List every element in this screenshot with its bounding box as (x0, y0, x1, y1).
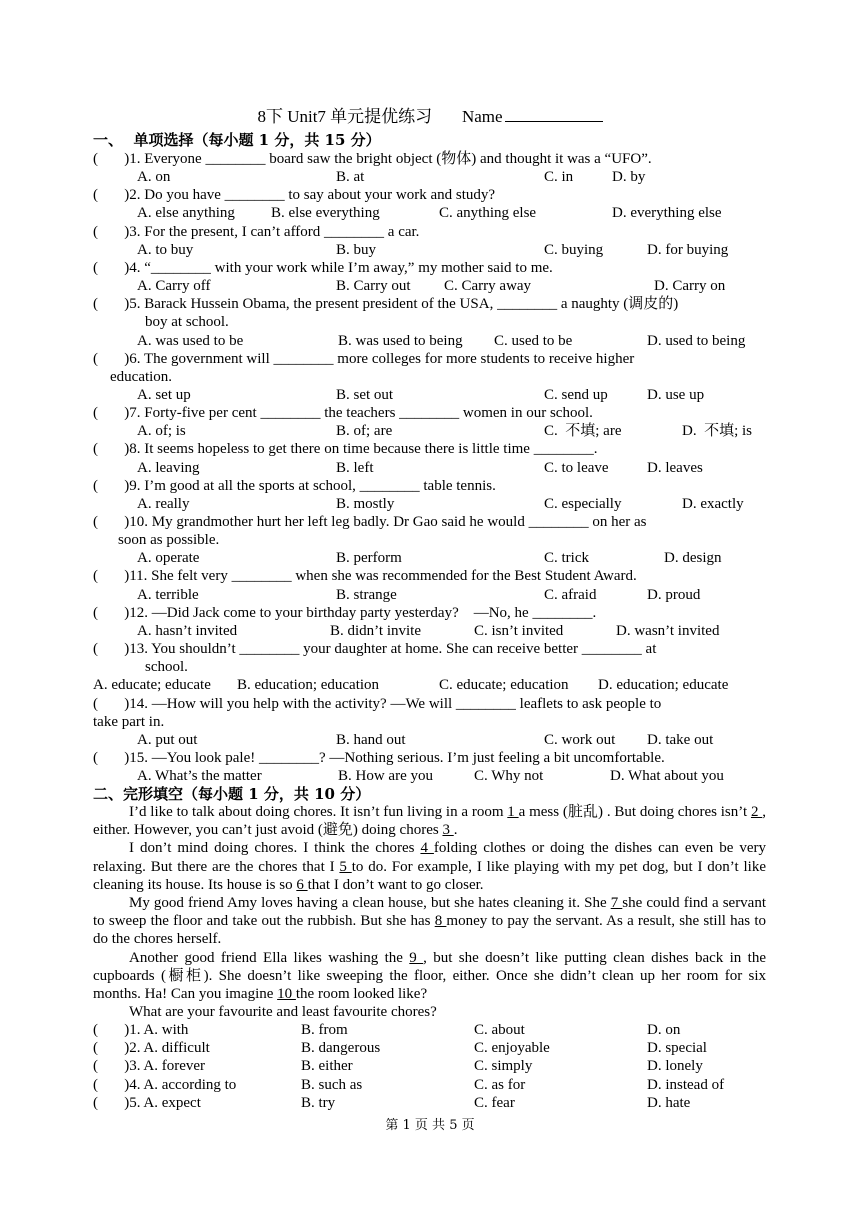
question-15-option-a: A. What’s the matter (137, 768, 262, 785)
question-10-option-b: B. perform (336, 550, 402, 567)
question-14-option-b: B. hand out (336, 731, 406, 748)
question-15-stem: ( )15. —You look pale! ________? —Nothing serious. I’m just feeling a bit uncomfortable. (93, 749, 665, 766)
question-7-option-d: D. 不填; is (682, 423, 753, 440)
cloze-item-3-d: D. lonely (647, 1058, 703, 1075)
cloze-item-4-d: D. instead of (647, 1076, 725, 1093)
question-11-option-d: D. proud (647, 586, 701, 603)
question-6-stem-cont: education. (110, 368, 173, 385)
cloze-item-1-d: D. on (647, 1022, 681, 1038)
cloze-blank: 2 (750, 804, 763, 820)
question-2-option-a: A. else anything (137, 205, 235, 222)
question-14-option-a: A. put out (137, 731, 198, 748)
question-4-option-a: A. Carry off (137, 278, 211, 295)
question-5-stem-cont: boy at school. (145, 314, 229, 331)
question-12-option-d: D. wasn’t invited (616, 622, 720, 639)
cloze-text: , either. However, you can’t just avoid (避免) doing chores (93, 804, 767, 839)
question-3-option-a: A. to buy (137, 241, 194, 258)
cloze-item-4-n: ( )4. A. according to (93, 1076, 237, 1093)
question-13-stem-cont: school. (145, 659, 188, 676)
cloze-paragraph-1 (93, 803, 766, 839)
cloze-item-3-c: C. simply (474, 1058, 533, 1075)
question-5-stem: ( )5. Barack Hussein Obama, the present president of the USA, ________ a naughty (调皮的) (93, 296, 679, 313)
question-7-option-b: B. of; are (336, 423, 393, 440)
question-6-stem: ( )6. The government will ________ more colleges for more students to receive higher (93, 350, 635, 367)
page-footer: 第 1 页 共 5 页 (385, 1118, 475, 1133)
cloze-text: Another good friend Ella likes washing the (129, 949, 410, 966)
question-14-option-c: C. work out (544, 731, 616, 748)
question-15-option-b: B. How are you (338, 768, 433, 785)
question-8-stem: ( )8. It seems hopeless to get there on time because there is little time ________. (93, 441, 598, 458)
question-11-stem: ( )11. She felt very ________ when she was recommended for the Best Student Award. (93, 568, 637, 585)
cloze-paragraph-5: What are your favourite and least favourite chores? (129, 1004, 437, 1021)
cloze-item-5-d: D. hate (647, 1094, 691, 1111)
question-12-option-b: B. didn’t invite (330, 622, 421, 639)
cloze-text: folding clothes or doing the dishes can even be very relaxing. But there are the chores that I (93, 840, 767, 875)
question-4-option-c: C. Carry away (444, 278, 532, 295)
question-1-option-d: D. by (612, 169, 646, 186)
cloze-item-4-b: B. such as (301, 1076, 363, 1093)
cloze-item-1-n: ( )1. A. with (93, 1022, 189, 1038)
question-15-option-c: C. Why not (474, 768, 544, 785)
question-10-option-d: D. design (664, 550, 722, 567)
question-12-stem: ( )12. —Did Jack come to your birthday party yesterday? —No, he ________. (93, 604, 597, 621)
question-13-stem: ( )13. You shouldn’t ________ your daughter at home. She can receive better ________ at (93, 641, 657, 658)
cloze-paragraph-2 (93, 839, 766, 894)
question-8-option-d: D. leaves (647, 459, 703, 476)
question-6-option-b: B. set out (336, 386, 394, 403)
question-2-option-d: D. everything else (612, 205, 722, 222)
question-2-option-c: C. anything else (439, 205, 537, 222)
question-5-option-b: B. was used to being (338, 332, 463, 349)
cloze-item-2-c: C. enjoyable (474, 1040, 550, 1057)
question-4-stem: ( )4. “________ with your work while I’m away,” my mother said to me. (93, 259, 553, 276)
question-9-option-b: B. mostly (336, 495, 395, 512)
question-11-option-c: C. afraid (544, 586, 597, 603)
cloze-item-2-n: ( )2. A. difficult (93, 1040, 210, 1057)
question-3-option-d: D. for buying (647, 241, 729, 258)
question-7-option-a: A. of; is (137, 423, 186, 440)
question-13-option-c: C. educate; education (439, 677, 569, 694)
question-5-option-d: D. used to being (647, 332, 746, 349)
cloze-item-1-c: C. about (474, 1022, 525, 1038)
question-5-option-a: A. was used to be (137, 332, 244, 349)
cloze-text: to do. For example, I like playing with my pet dog, but I don’t like cleaning its house. Its house is so (93, 858, 766, 893)
cloze-item-5-n: ( )5. A. expect (93, 1094, 201, 1111)
question-13-option-b: B. education; education (237, 677, 380, 694)
question-7-option-c: C. 不填; are (544, 423, 622, 440)
question-4-option-d: D. Carry on (654, 278, 726, 295)
question-2-stem: ( )2. Do you have ________ to say about your work and study? (93, 187, 496, 204)
question-6-option-c: C. send up (544, 386, 608, 403)
question-6-option-d: D. use up (647, 386, 705, 403)
cloze-blank: 9 (409, 949, 424, 966)
question-9-option-d: D. exactly (682, 495, 744, 512)
cloze-text: the room looked like? (295, 986, 428, 1003)
cloze-text: she could find a servant to sweep the floor and take out the rubbish. But she has (93, 895, 767, 930)
section-1-heading: 一、 单项选择（每小题 1 分，共 15 分） (93, 131, 381, 149)
name-label: Name (461, 107, 503, 126)
cloze-blank: 10 (277, 986, 296, 1003)
cloze-text: My good friend Amy loves having a clean house, but she hates cleaning it. She (129, 895, 611, 912)
question-9-stem: ( )9. I’m good at all the sports at school, ________ table tennis. (93, 477, 496, 494)
question-11-option-b: B. strange (336, 586, 397, 603)
cloze-item-4-c: C. as for (474, 1076, 526, 1093)
title-text: 8下 Unit7 单元提优练习 (257, 107, 433, 126)
cloze-passage (93, 803, 766, 1021)
page-title (0, 102, 860, 127)
question-6-option-a: A. set up (137, 386, 191, 403)
cloze-paragraph-3 (93, 894, 766, 949)
question-11-option-a: A. terrible (137, 586, 199, 603)
cloze-item-1-b: B. from (301, 1022, 348, 1038)
cloze-text: that I don’t want to go closer. (307, 876, 484, 893)
question-14-stem: ( )14. —How will you help with the activity? —We will ________ leaflets to ask people to (93, 695, 662, 712)
question-1-option-a: A. on (137, 169, 171, 186)
name-blank (505, 105, 603, 122)
question-12-option-c: C. isn’t invited (474, 622, 564, 639)
question-10-stem: ( )10. My grandmother hurt her left leg badly. Dr Gao said he would ________ on her as (93, 514, 647, 530)
question-12-option-a: A. hasn’t invited (137, 622, 238, 639)
question-14-stem-cont: take part in. (93, 713, 165, 730)
cloze-text: I’d like to talk about doing chores. It isn’t fun living in a room (129, 804, 508, 820)
cloze-text: I don’t mind doing chores. I think the chores (129, 840, 421, 857)
cloze-item-5-b: B. try (301, 1094, 336, 1111)
question-10-stem-cont: soon as possible. (118, 532, 220, 549)
question-10-option-c: C. trick (544, 550, 589, 567)
question-14-option-d: D. take out (647, 731, 714, 748)
question-3-option-c: C. buying (544, 241, 604, 258)
question-5-option-c: C. used to be (494, 332, 573, 349)
question-1-option-c: C. in (544, 169, 574, 186)
question-4-option-b: B. Carry out (336, 278, 411, 295)
section-2-heading: 二、完形填空（每小题 1 分，共 10 分） (93, 785, 371, 803)
question-3-option-b: B. buy (336, 241, 377, 258)
cloze-text: , but she doesn’t like putting clean dishes back in the cupboards (橱柜). She doesn’t like sweeping the floor, either. Once she didn’t clean up her room for six months. Ha! Can you imagine (93, 949, 766, 1003)
cloze-item-2-d: D. special (647, 1040, 707, 1057)
question-15-option-d: D. What about you (610, 768, 724, 785)
question-9-option-a: A. really (137, 495, 190, 512)
question-8-option-b: B. left (336, 459, 374, 476)
question-13-option-d: D. education; educate (598, 677, 729, 694)
cloze-paragraph-4 (93, 949, 766, 1004)
cloze-blank: 8 (434, 913, 447, 930)
question-1-stem: ( )1. Everyone ________ board saw the bright object (物体) and thought it was a “UFO”. (93, 151, 652, 167)
cloze-blank: 5 (339, 858, 352, 875)
cloze-text: . (453, 822, 458, 839)
question-13-option-a: A. educate; educate (93, 677, 211, 694)
cloze-blank: 3 (442, 822, 454, 839)
cloze-text: a mess (脏乱) . But doing chores isn’t (518, 804, 751, 820)
question-10-option-a: A. operate (137, 550, 200, 567)
cloze-item-2-b: B. dangerous (301, 1040, 381, 1057)
cloze-blank: 7 (610, 895, 623, 912)
cloze-text: money to pay the servant. As a result, she still has to do the chores herself. (93, 913, 767, 948)
cloze-blank: 6 (296, 876, 308, 893)
question-8-option-a: A. leaving (137, 459, 200, 476)
question-2-option-b: B. else everything (271, 205, 380, 222)
cloze-item-5-c: C. fear (474, 1094, 515, 1111)
question-7-stem: ( )7. Forty-five per cent ________ the teachers ________ women in our school. (93, 405, 593, 422)
question-9-option-c: C. especially (544, 495, 622, 512)
cloze-item-3-n: ( )3. A. forever (93, 1058, 206, 1075)
cloze-blank: 1 (507, 804, 519, 820)
question-1-option-b: B. at (336, 169, 365, 186)
cloze-blank: 4 (420, 840, 434, 857)
cloze-item-3-b: B. either (301, 1058, 353, 1075)
question-8-option-c: C. to leave (544, 459, 609, 476)
question-3-stem: ( )3. For the present, I can’t afford ________ a car. (93, 223, 420, 240)
